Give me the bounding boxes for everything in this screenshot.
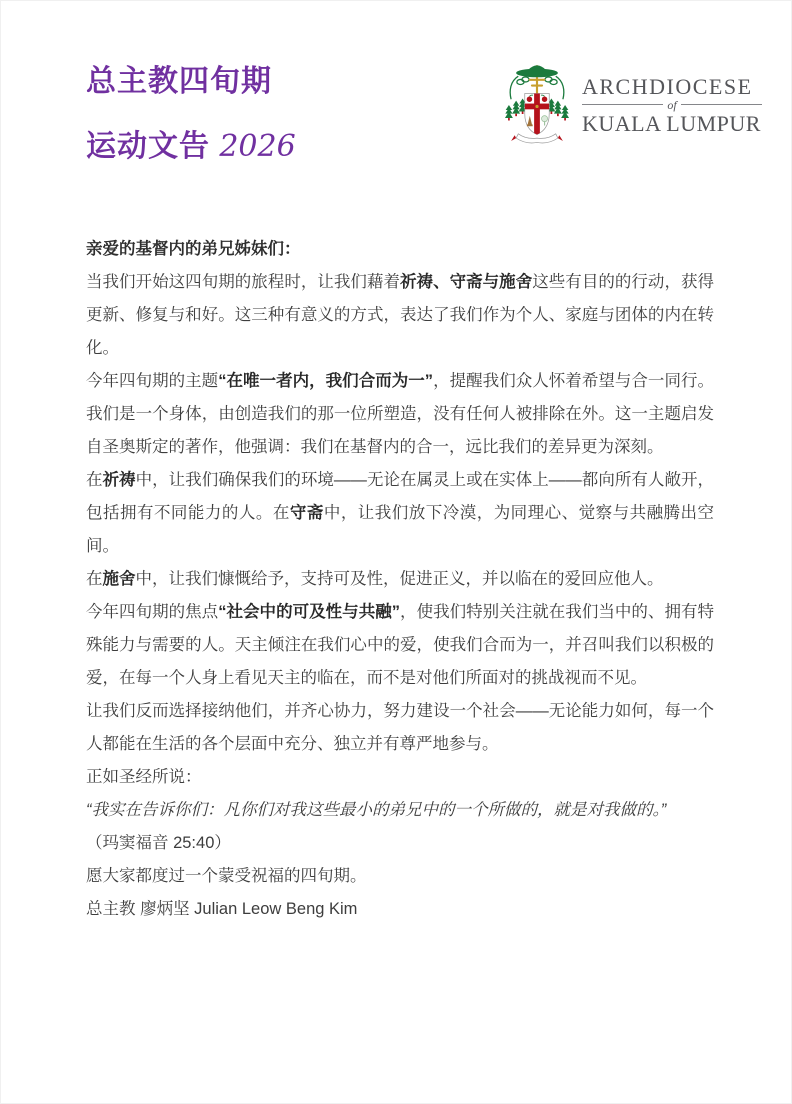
- salutation: 亲爱的基督内的弟兄姊妹们：: [86, 240, 301, 258]
- closing-wish: 愿大家都度过一个蒙受祝福的四旬期。: [86, 867, 367, 885]
- signature: 总主教 廖炳坚 Julian Leow Beng Kim: [86, 900, 358, 918]
- title-line-1: 总主教四旬期: [86, 65, 272, 98]
- title-line-2-text: 运动文告: [86, 130, 220, 163]
- coat-of-arms-icon: [501, 57, 573, 153]
- title-year: 2026: [219, 129, 296, 164]
- title-line-2: [86, 114, 296, 179]
- divider-line-right: [681, 104, 762, 105]
- page-title: [86, 49, 296, 179]
- logo-of-label: of: [667, 97, 677, 112]
- logo-archdiocese-label: ARCHDIOCESE: [582, 73, 753, 99]
- paragraph: 今年四旬期的焦点“社会中的可及性与共融”，使我们特别关注就在我们当中的、拥有特殊能力与需要的人。天主倾注在我们心中的爱，使我们合而为一，并召叫我们以积极的爱，在每一个人身上看见天主的临在，而不是对他们所面对的挑战视而不见。: [86, 603, 715, 687]
- logo-text: [582, 75, 762, 136]
- paragraph: 在施舍中，让我们慷慨给予，支持可及性，促进正义，并以临在的爱回应他人。: [86, 570, 664, 588]
- paragraph: 在祈祷中，让我们确保我们的环境——无论在属灵上或在实体上——都向所有人敞开，包括拥有不同能力的人。在守斋中，让我们放下冷漠，为同理心、觉察与共融腾出空间。: [86, 471, 715, 555]
- letter-paragraphs: [86, 266, 714, 761]
- logo-of-divider: [582, 97, 762, 112]
- logo-kuala-lumpur-label: KUALA LUMPUR: [582, 110, 761, 136]
- divider-line-left: [582, 104, 663, 105]
- paragraph: 当我们开始这四旬期的旅程时，让我们藉着祈祷、守斋与施舍这些有目的的行动，获得更新、修复与和好。这三种有意义的方式，表达了我们作为个人、家庭与团体的内在转化。: [86, 273, 715, 357]
- letter-body: [86, 233, 714, 926]
- archdiocese-logo: [501, 57, 762, 153]
- paragraph: 让我们反而选择接纳他们，并齐心协力，努力建设一个社会——无论能力如何，每一个人都能在生活的各个层面中充分、独立并有尊严地参与。: [86, 702, 714, 753]
- scripture-block: [86, 761, 714, 860]
- scripture-intro: 正如圣经所说：: [86, 768, 202, 786]
- scripture-quote: “我实在告诉你们：凡你们对我这些最小的弟兄中的一个所做的，就是对我做的。”: [86, 801, 667, 819]
- scripture-reference: （玛窦福音 25:40）: [86, 834, 231, 852]
- paragraph: 今年四旬期的主题“在唯一者内，我们合而为一”，提醒我们众人怀着希望与合一同行。我们是一个身体，由创造我们的那一位所塑造，没有任何人被排除在外。这一主题启发自圣奥斯定的著作，他强调：我们在基督内的合一，远比我们的差异更为深刻。: [86, 372, 715, 456]
